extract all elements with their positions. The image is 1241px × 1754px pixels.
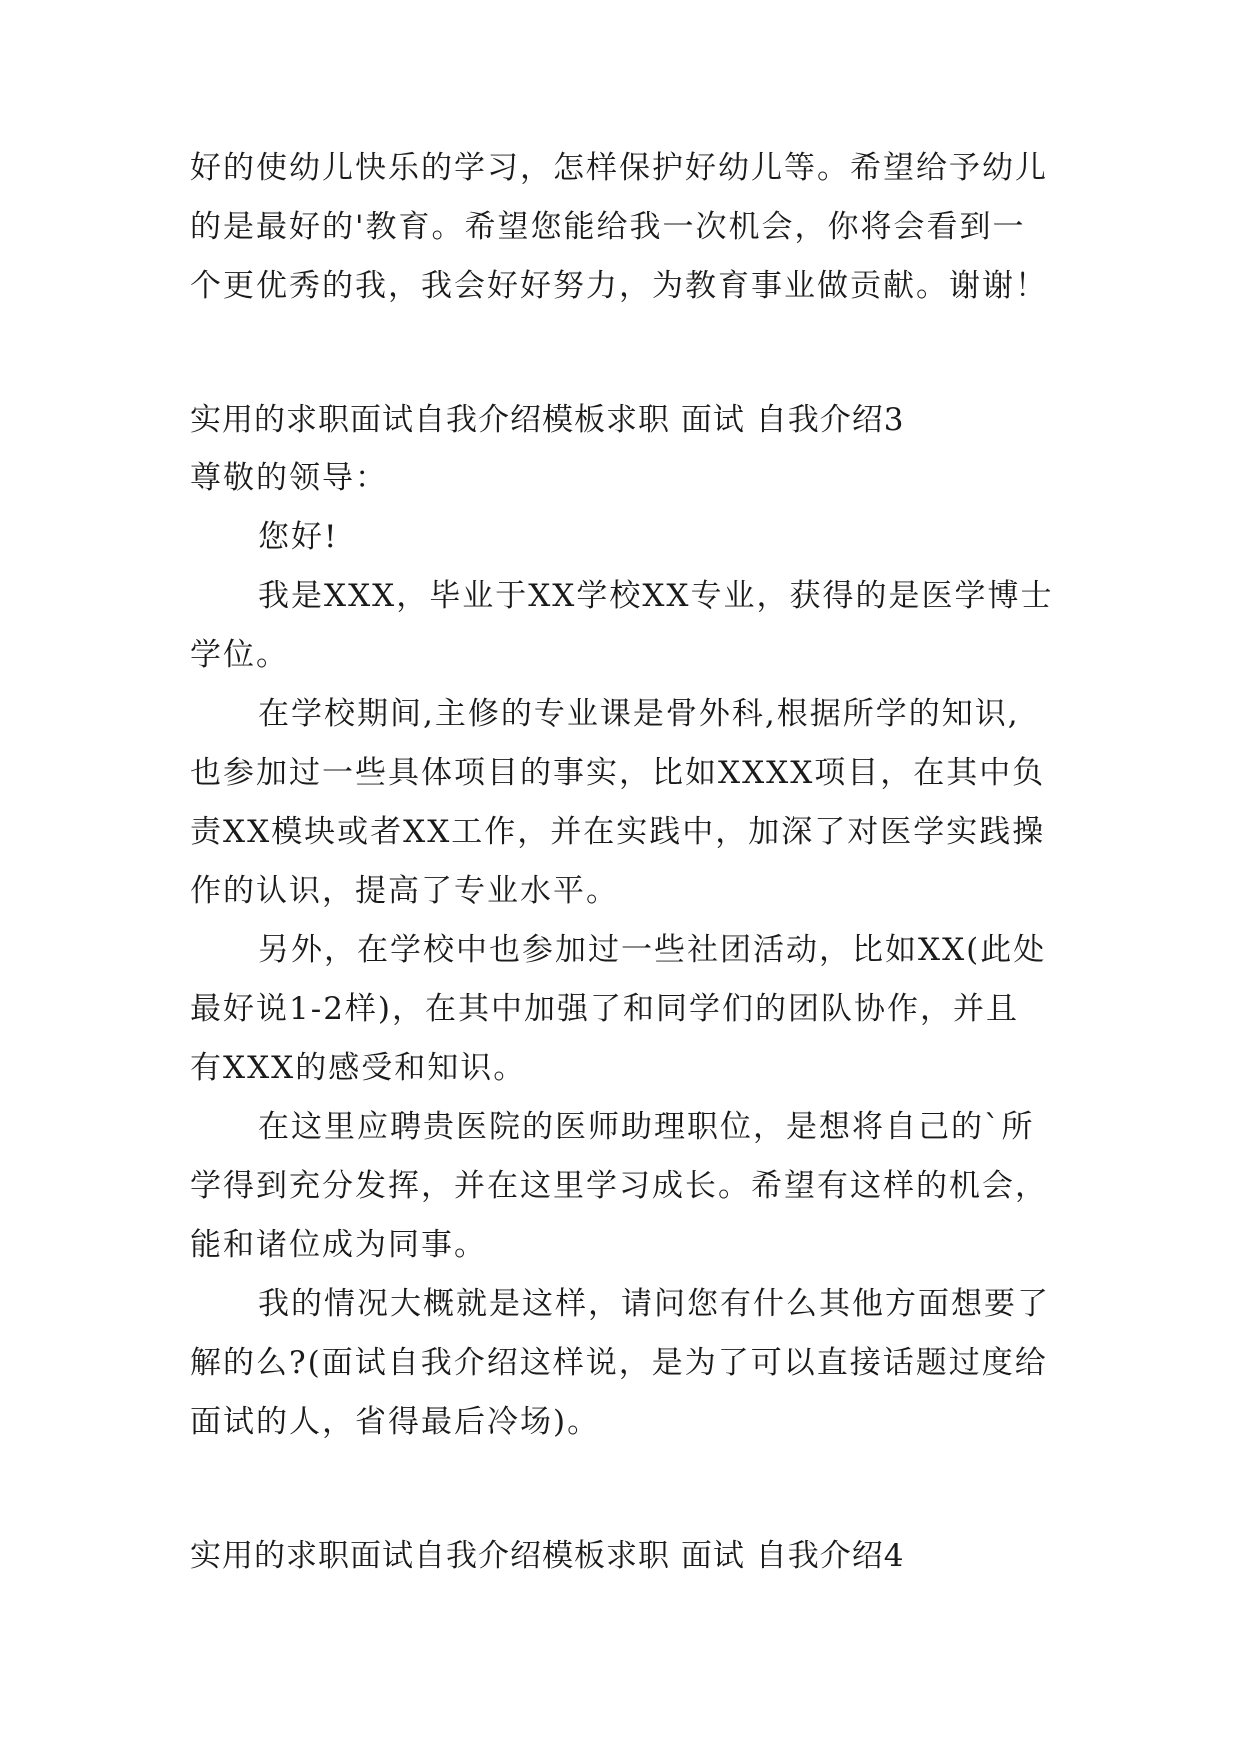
paragraph-line: 在学校期间,主修的专业课是骨外科,根据所学的知识, — [258, 696, 1020, 732]
paragraph-line: 好的使幼儿快乐的学习，怎样保护好幼儿等。希望给予幼儿 — [190, 150, 1048, 186]
paragraph-line: 有XXX的感受和知识。 — [190, 1050, 527, 1086]
paragraph-line: 能和诸位成为同事。 — [190, 1227, 487, 1263]
greeting: 您好! — [258, 519, 339, 555]
paragraph-line: 面试的人，省得最后冷场)。 — [190, 1404, 601, 1440]
paragraph-line: 责XX模块或者XX工作，并在实践中，加深了对医学实践操 — [190, 814, 1046, 850]
paragraph-line: 个更优秀的我，我会好好努力，为教育事业做贡献。谢谢！ — [190, 268, 1048, 304]
paragraph-line: 另外，在学校中也参加过一些社团活动，比如XX(此处 — [258, 932, 1047, 968]
section-heading: 实用的求职面试自我介绍模板求职 面试 自我介绍4 — [190, 1538, 905, 1574]
salutation: 尊敬的领导： — [190, 460, 388, 496]
paragraph-line: 我的情况大概就是这样，请问您有什么其他方面想要了 — [258, 1286, 1050, 1322]
paragraph-line: 的是最好的'教育。希望您能给我一次机会，你将会看到一 — [190, 209, 1026, 245]
paragraph-line: 我是XXX，毕业于XX学校XX专业，获得的是医学博士 — [258, 578, 1054, 614]
paragraph-line: 解的么?(面试自我介绍这样说，是为了可以直接话题过度给 — [190, 1345, 1048, 1381]
paragraph-line: 学得到充分发挥，并在这里学习成长。希望有这样的机会， — [190, 1168, 1048, 1204]
paragraph-line: 在这里应聘贵医院的医师助理职位，是想将自己的`所 — [258, 1109, 1035, 1145]
section-heading: 实用的求职面试自我介绍模板求职 面试 自我介绍3 — [190, 402, 905, 438]
paragraph-line: 学位。 — [190, 637, 289, 673]
paragraph-line: 也参加过一些具体项目的事实，比如XXXX项目，在其中负 — [190, 755, 1046, 791]
paragraph-line: 作的认识，提高了专业水平。 — [190, 873, 619, 909]
paragraph-line: 最好说1-2样)，在其中加强了和同学们的团队协作，并且 — [190, 991, 1020, 1027]
